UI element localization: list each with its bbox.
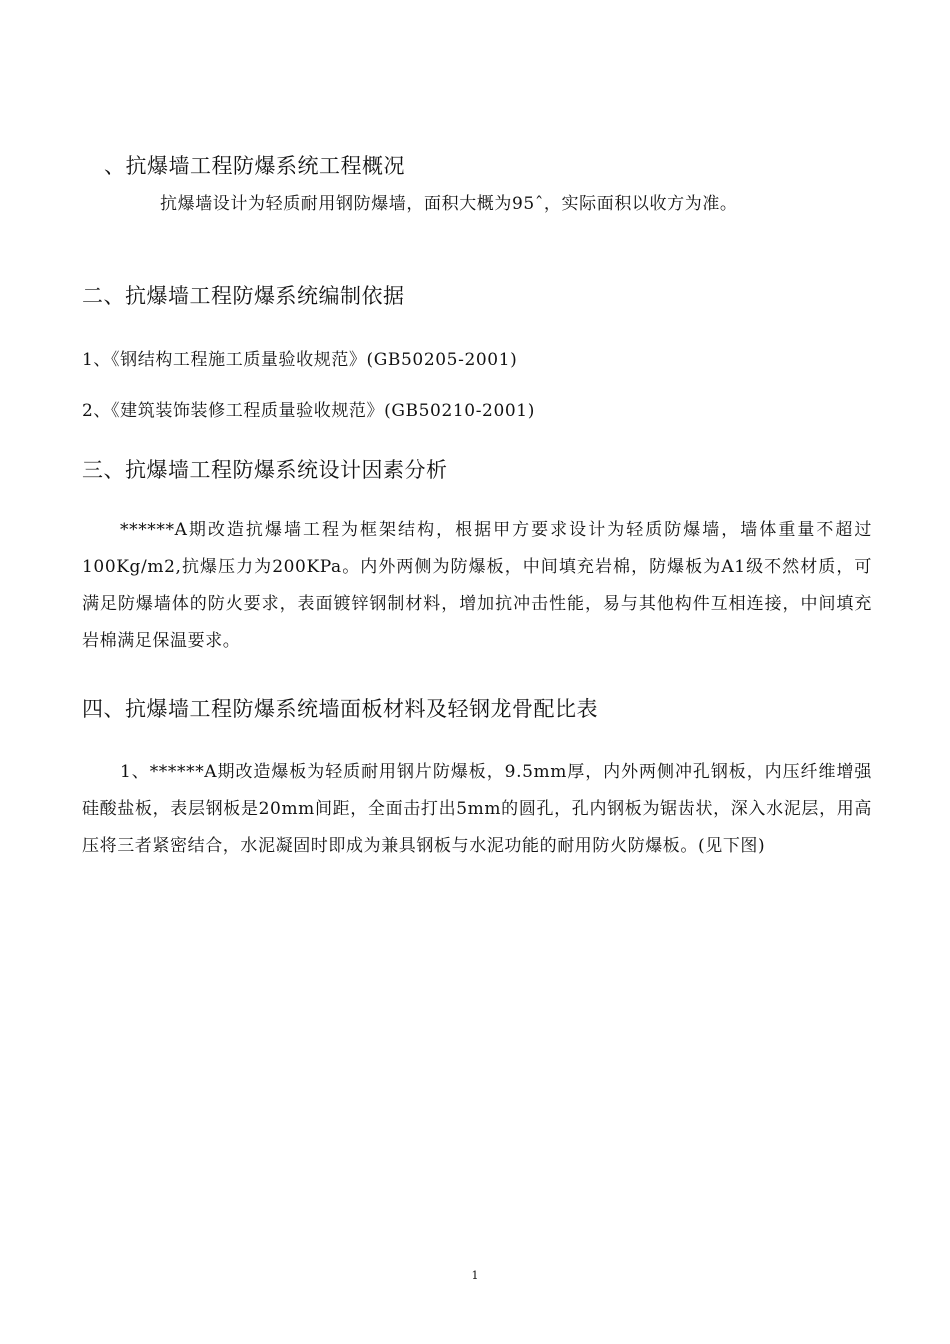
reference-item-2: 2、《建筑装饰装修工程质量验收规范》(GB50210-2001) <box>82 401 535 421</box>
section-4-body: 1、******A期改造爆板为轻质耐用钢片防爆板，9.5mm厚，内外两侧冲孔钢板，内压纤维增强硅酸盐板，表层钢板是20mm间距，全面击打出5mm的圆孔，孔内钢板为锯齿状，深入水泥层，用高压将三者紧密结合，水泥凝固时即成为兼具钢板与水泥功能的耐用防火防爆板。(见下图) <box>82 762 872 856</box>
section-1-body: 抗爆墙设计为轻质耐用钢防爆墙，面积大概为95ˆ，实际面积以收方为准。 <box>160 194 738 214</box>
section-4-heading: 四、抗爆墙工程防爆系统墙面板材料及轻钢龙骨配比表 <box>82 697 598 721</box>
section-2-heading: 二、抗爆墙工程防爆系统编制依据 <box>82 284 405 308</box>
section-3-body: ******A期改造抗爆墙工程为框架结构，根据甲方要求设计为轻质防爆墙，墙体重量不超过100Kg/m2,抗爆压力为200KPa。内外两侧为防爆板，中间填充岩棉，防爆板为A1级不然材质，可满足防爆墙体的防火要求，表面镀锌钢制材料，增加抗冲击性能，易与其他构件互相连接，中间填充岩棉满足保温要求。 <box>82 520 872 651</box>
section-3-heading: 三、抗爆墙工程防爆系统设计因素分析 <box>82 458 448 482</box>
reference-item-1: 1、《钢结构工程施工质量验收规范》(GB50205-2001) <box>82 350 518 370</box>
page-number: 1 <box>471 1269 479 1282</box>
section-1-heading: 、抗爆墙工程防爆系统工程概况 <box>104 154 405 178</box>
